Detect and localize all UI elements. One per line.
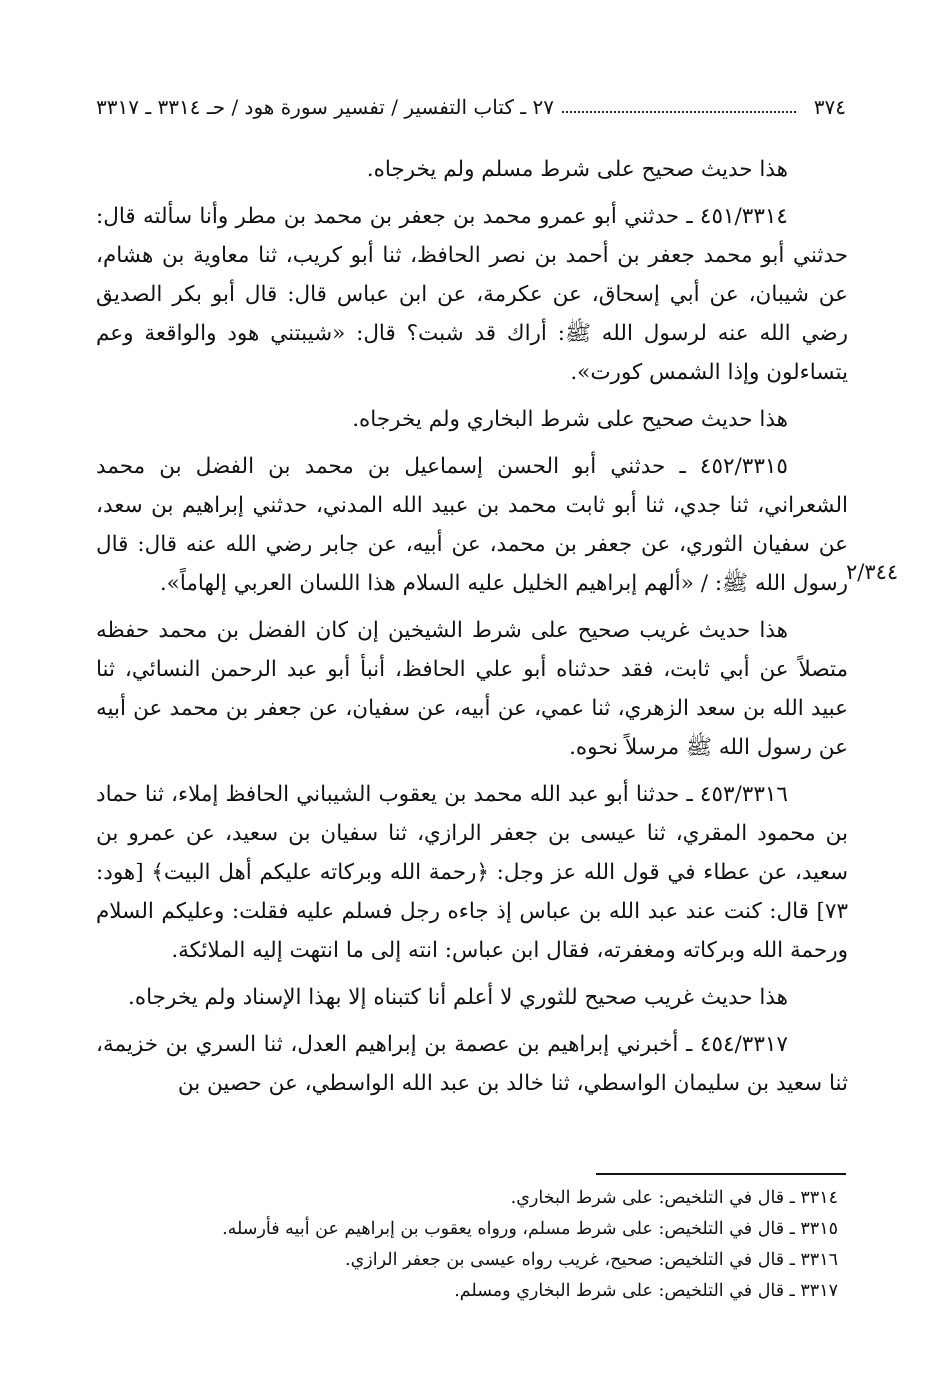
paragraph-grading-1: هذا حديث صحيح على شرط مسلم ولم يخرجاه. <box>366 157 788 182</box>
margin-reference: ٢/٣٤٤ <box>846 560 899 584</box>
footnote-3317: ٣٣١٧ ـ قال في التلخيص: على شرط البخاري ومسلم. <box>454 1281 838 1301</box>
main-text <box>96 150 848 1111</box>
header-title: ٢٧ ـ كتاب التفسير / تفسير سورة هود / حـ ٣٣١٤ ـ ٣٣١٧ <box>96 95 554 119</box>
footnote-separator <box>596 1173 846 1175</box>
paragraph-hadith-3316: ٤٥٣/٣٣١٦ ـ حدثنا أبو عبد الله محمد بن يعقوب الشيباني الحافظ إملاء، ثنا حماد بن محمود المقري، ثنا عيسى بن جعفر الرازي، ثنا سفيان بن سعيد، عن عمرو بن سعيد، عن عطاء في قول الله عز وجل: ﴿رحمة الله وبركاته عليكم أهل البيت﴾ [هود: ٧٣] قال: كنت عند عبد الله بن عباس إذ جاءه رجل فسلم عليه فقلت: وعليكم السلام ورحمة الله وبركاته ومغفرته، فقال ابن عباس: انته إلى ما انتهت إليه الملائكة. <box>96 782 848 963</box>
paragraph-grading-2: هذا حديث صحيح على شرط البخاري ولم يخرجاه. <box>352 407 788 432</box>
footnote-3315: ٣٣١٥ ـ قال في التلخيص: على شرط مسلم، ورواه يعقوب بن إبراهيم عن أبيه فأرسله. <box>222 1219 838 1239</box>
footnote-3316: ٣٣١٦ ـ قال في التلخيص: صحيح، غريب رواه عيسى بن جعفر الرازي. <box>345 1250 838 1270</box>
paragraph-hadith-3315: ٤٥٢/٣٣١٥ ـ حدثني أبو الحسن إسماعيل بن محمد بن الفضل بن محمد الشعراني، ثنا جدي، ثنا أبو ثابت محمد بن عبيد الله المدني، حدثني إبراهيم بن سعد، عن سفيان الثوري، عن جعفر بن محمد، عن أبيه، عن جابر رضي الله عنه قال: قال رسول الله ﷺ: / «ألهم إبراهيم الخليل عليه السلام هذا اللسان العربي إلهاماً». <box>96 454 848 596</box>
running-header <box>96 92 846 122</box>
paragraph-hadith-3314: ٤٥١/٣٣١٤ ـ حدثني أبو عمرو محمد بن جعفر بن محمد بن مطر وأنا سألته قال: حدثني أبو محمد جعفر بن أحمد بن نصر الحافظ، ثنا أبو كريب، ثنا معاوية بن هشام، عن شيبان، عن أبي إسحاق، عن عكرمة، عن ابن عباس قال: قال أبو بكر الصديق رضي الله عنه لرسول الله ﷺ: أراك قد شبت؟ قال: «شيبتني هود والواقعة وعم يتساءلون وإذا الشمس كورت». <box>96 204 848 385</box>
header-leader-dots <box>562 101 796 113</box>
footnote-3314: ٣٣١٤ ـ قال في التلخيص: على شرط البخاري. <box>510 1188 838 1208</box>
footnotes <box>96 1183 848 1307</box>
paragraph-grading-4: هذا حديث غريب صحيح للثوري لا أعلم أنا كتبناه إلا بهذا الإسناد ولم يخرجاه. <box>128 985 788 1010</box>
paragraph-hadith-3317: ٤٥٤/٣٣١٧ ـ أخبرني إبراهيم بن عصمة بن إبراهيم العدل، ثنا السري بن خزيمة، ثنا سعيد بن سليمان الواسطي، ثنا خالد بن عبد الله الواسطي، عن حصين بن <box>96 1032 848 1096</box>
page-number: ٣٧٤ <box>813 95 846 119</box>
paragraph-grading-3: هذا حديث غريب صحيح على شرط الشيخين إن كان الفضل بن محمد حفظه متصلاً عن أبي ثابت، فقد حدثناه أبو علي الحافظ، أنبأ أبو عبد الرحمن النسائي، ثنا عبيد الله بن سعد الزهري، ثنا عمي، عن أبيه، عن سفيان، عن جعفر بن محمد عن أبيه عن رسول الله ﷺ مرسلاً نحوه. <box>96 618 848 760</box>
